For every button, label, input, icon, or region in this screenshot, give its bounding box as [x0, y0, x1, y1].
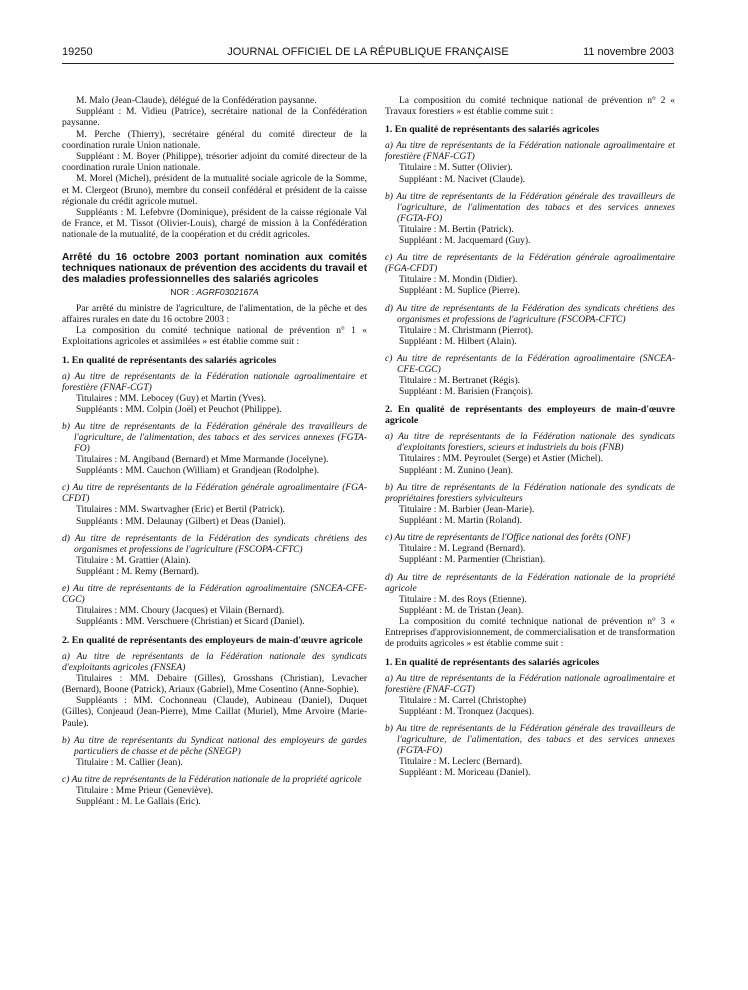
subsection-heading: b) Au titre de représentants de la Fédération générale des travailleurs de l'agriculture, de l'alimentation, des tabacs et des services annexes (FGTA-FO)	[62, 422, 367, 455]
subsection-heading: b) Au titre de représentants de la Fédération générale des travailleurs de l'agriculture, de l'alimentation, des tabacs et des services annexes (FGTA-FO)	[385, 724, 675, 757]
suppleant-line: Suppléants : MM. Cochonneau (Claude), Aubineau (Daniel), Duquet (Gilles), Conjeaud (Jean-Pierre), Mme Caillat (Muriel), Mme Arvoire (Marie-Paule).	[62, 696, 367, 729]
section-heading: 2. En qualité de représentants des employeurs de main-d'œuvre agricole	[385, 404, 675, 427]
subsection-heading: c) Au titre de représentants de la Fédération nationale de la propriété agricole	[62, 774, 362, 785]
subsection-heading: a) Au titre de représentants de la Fédération nationale agroalimentaire et forestière (FNAF-CGT)	[385, 673, 675, 695]
section-heading: 1. En qualité de représentants des salariés agricoles	[62, 354, 277, 366]
nor-label: NOR :	[170, 286, 194, 297]
left-column	[62, 96, 367, 808]
right-column	[385, 96, 675, 779]
header-rule	[62, 63, 674, 64]
paragraph: La composition du comité technique national de prévention n° 1 « Exploitations agricoles et assimilées » est établie comme suit :	[62, 326, 367, 348]
titulaire-line: Titulaire : M. Bertranet (Régis).	[399, 376, 521, 387]
subsection-heading: c) Au titre de représentants de l'Office national des forêts (ONF)	[385, 533, 631, 544]
titulaire-line: Titulaire : M. Barbier (Jean-Marie).	[399, 504, 535, 515]
suppleant-line: Suppléant : M. Tronquez (Jacques).	[399, 706, 535, 717]
titulaire-line: Titulaire : M. Christmann (Pierrot).	[399, 325, 534, 336]
suppleant-line: Suppléant : M. de Tristan (Jean).	[399, 605, 524, 616]
suppleant-line: Suppléant : M. Suplice (Pierre).	[399, 286, 520, 297]
section-heading: 2. En qualité de représentants des employeurs de main-d'œuvre agricole	[62, 634, 363, 646]
subsection-heading: c) Au titre de représentants de la Fédération générale agroalimentaire (FGA-CFDT)	[385, 253, 675, 275]
paragraph: La composition du comité technique national de prévention n° 3 « Entreprises d'approvisionnement, de commercialisation et de transformation de produits agricoles » est établie comme suit :	[385, 617, 675, 650]
section-heading: 1. En qualité de représentants des salariés agricoles	[385, 656, 600, 668]
suppleant-line: Suppléant : M. Nacivet (Claude).	[399, 174, 526, 185]
suppleant-line: Suppléants : MM. Colpin (Joël) et Peuchot (Philippe).	[76, 404, 282, 415]
paragraph: Suppléant : M. Vidieu (Patrice), secrétaire national de la Confédération paysanne.	[62, 107, 367, 129]
subsection-heading: a) Au titre de représentants de la Fédération nationale des syndicats d'exploitants forestiers, scieurs et industriels du bois (FNB)	[385, 432, 675, 454]
titulaire-line: Titulaire : M. Bertin (Patrick).	[399, 224, 514, 235]
titulaire-line: Titulaire : M. Legrand (Bernard).	[399, 544, 526, 555]
subsection-heading: e) Au titre de représentants de la Fédération agroalimentaire (SNCEA-CFE-CGC)	[62, 584, 367, 606]
titulaire-line: Titulaire : M. Sutter (Olivier).	[399, 163, 513, 174]
suppleant-line: Suppléant : M. Zunino (Jean).	[399, 465, 513, 476]
paragraph: La composition du comité technique national de prévention n° 2 « Travaux forestiers » est établie comme suit :	[385, 96, 675, 118]
nor-code: AGRF0302167A	[196, 286, 259, 297]
subsection-heading: b) Au titre de représentants du Syndicat national des employeurs de gardes particuliers de chasse et de pêche (SNEGP)	[62, 735, 367, 757]
subsection-heading: b) Au titre de représentants de la Fédération générale des travailleurs de l'agriculture, de l'alimentation des tabacs et des services annexes (FGTA-FO)	[385, 191, 675, 224]
subsection-heading: a) Au titre de représentants de la Fédération nationale agroalimentaire et forestière (FNAF-CGT)	[385, 141, 675, 163]
journal-title: JOURNAL OFFICIEL DE LA RÉPUBLIQUE FRANÇAISE	[227, 46, 509, 58]
nor-reference	[62, 287, 367, 298]
suppleant-line: Suppléant : M. Remy (Bernard).	[76, 567, 199, 578]
titulaire-line: Titulaires : MM. Peyroulet (Serge) et Astier (Michel).	[399, 454, 603, 465]
suppleant-line: Suppléant : M. Martin (Roland).	[399, 516, 522, 527]
subsection-heading: d) Au titre de représentants de la Fédération des syndicats chrétiens des organismes et professions de l'agriculture (FSCOPA-CFTC)	[385, 303, 675, 325]
suppleant-line: Suppléant : M. Hilbert (Alain).	[399, 336, 517, 347]
arrete-title: Arrêté du 16 octobre 2003 portant nomination aux comités techniques nationaux de prévention des accidents du travail et des maladies professionnelles des salariés agricoles	[62, 251, 367, 285]
titulaire-line: Titulaire : M. Grattier (Alain).	[76, 555, 191, 566]
suppleant-line: Suppléants : MM. Verschuere (Christian) et Sicard (Daniel).	[76, 617, 305, 628]
suppleant-line: Suppléant : M. Jacquemard (Guy).	[399, 236, 531, 247]
paragraph: Suppléant : M. Boyer (Philippe), trésorier adjoint du comité directeur de la coordination rurale Union nationale.	[62, 152, 367, 174]
suppleant-line: Suppléant : M. Le Gallais (Eric).	[76, 797, 201, 808]
subsection-heading: a) Au titre de représentants de la Fédération nationale agroalimentaire et forestière (FNAF-CGT)	[62, 371, 367, 393]
suppleant-line: Suppléant : M. Parmentier (Christian).	[399, 555, 546, 566]
suppleant-line: Suppléant : M. Moriceau (Daniel).	[399, 768, 531, 779]
paragraph: M. Perche (Thierry), secrétaire général du comité directeur de la coordination rurale Union nationale.	[62, 129, 367, 151]
titulaire-line: Titulaire : M. des Roys (Etienne).	[399, 594, 527, 605]
titulaire-line: Titulaire : M. Callier (Jean).	[76, 757, 183, 768]
titulaire-line: Titulaire : M. Leclerc (Bernard).	[399, 757, 523, 768]
suppleant-line: Suppléant : M. Barisien (François).	[399, 387, 534, 398]
paragraph: M. Morel (Michel), président de la mutualité sociale agricole de la Somme, et M. Clergeot (Bruno), membre du conseil confédéral et président de la caisse régionale du crédit agricole mutuel.	[62, 174, 367, 207]
titulaire-line: Titulaires : MM. Lebocey (Guy) et Martin (Yves).	[76, 393, 266, 404]
section-heading: 1. En qualité de représentants des salariés agricoles	[385, 124, 600, 136]
subsection-heading: d) Au titre de représentants de la Fédération nationale de la propriété agricole	[385, 572, 675, 594]
page-header	[62, 46, 674, 62]
titulaire-line: Titulaires : M. Angibaud (Bernard) et Mme Marmande (Jocelyne).	[76, 455, 329, 466]
titulaire-line: Titulaire : M. Carrel (Christophe)	[399, 695, 527, 706]
titulaire-line: Titulaire : M. Mondin (Didier).	[399, 275, 518, 286]
subsection-heading: c) Au titre de représentants de la Fédération agroalimentaire (SNCEA-CFE-CGC)	[385, 354, 675, 376]
titulaire-line: Titulaires : MM. Debaire (Gilles), Grosshans (Christian), Levacher (Bernard), Boone (Patrick), Ariaux (Gabriel), Mme Cosentino (Anne-Sophie).	[62, 673, 367, 695]
subsection-heading: c) Au titre de représentants de la Fédération générale agroalimentaire (FGA-CFDT)	[62, 483, 367, 505]
subsection-heading: d) Au titre de représentants de la Fédération des syndicats chrétiens des organismes et professions de l'agriculture (FSCOPA-CFTC)	[62, 533, 367, 555]
paragraph: M. Malo (Jean-Claude), délégué de la Confédération paysanne.	[76, 96, 317, 106]
titulaire-line: Titulaires : MM. Swartvagher (Eric) et Bertil (Patrick).	[76, 505, 285, 516]
suppleant-line: Suppléants : MM. Delaunay (Gilbert) et Deas (Daniel).	[76, 516, 286, 527]
titulaire-line: Titulaires : MM. Choury (Jacques) et Vilain (Bernard).	[76, 606, 285, 617]
subsection-heading: b) Au titre de représentants de la Fédération nationale des syndicats de propriétaires forestiers sylviculteurs	[385, 482, 675, 504]
suppleant-line: Suppléants : MM. Cauchon (William) et Grandjean (Rodolphe).	[76, 466, 320, 477]
paragraph: Suppléants : M. Lefebvre (Dominique), président de la caisse régionale Val de France, et M. Tissot (Olivier-Louis), chargé de mission à la Confédération nationale de la mutualité, de la coopération et du crédit agricoles.	[62, 208, 367, 241]
titulaire-line: Titulaire : Mme Prieur (Geneviève).	[76, 785, 214, 796]
paragraph: Par arrêté du ministre de l'agriculture, de l'alimentation, de la pêche et des affaires rurales en date du 16 octobre 2003 :	[62, 303, 367, 326]
issue-date: 11 novembre 2003	[583, 46, 674, 58]
page-number: 19250	[62, 46, 93, 58]
subsection-heading: a) Au titre de représentants de la Fédération nationale des syndicats d'exploitants agricoles (FNSEA)	[62, 651, 367, 673]
